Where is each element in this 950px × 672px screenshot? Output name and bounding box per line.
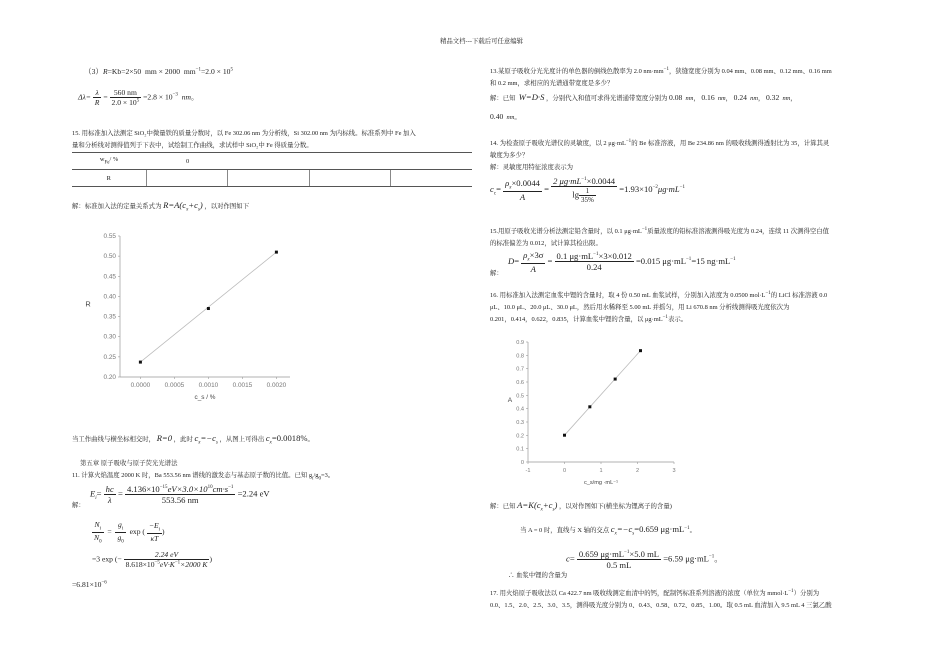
answer-14-intro: 解：灵敏度用特征浓度表示为 xyxy=(490,164,574,171)
y-tick-label: 0.4 xyxy=(516,406,524,413)
table-cell xyxy=(146,170,228,187)
y-tick-label: 0 xyxy=(520,460,524,466)
eq-boltzmann-value: =3 exp (− $\frac{2.24 eV}{8.618\times 10^{-5}eV\cdot K^{-1}\times 2000 K}$ ) xyxy=(92,550,212,569)
x-tick-label: 0.0010 xyxy=(198,382,219,389)
question-16-line1: 16. 用标准加入法测定血浆中锂的含量时，取 4 份 0.50 mL 血浆试样，分别加入浓度为 0.0500 $mol\cdot L^{-1}$的 LiCl 标准溶液 0.0 xyxy=(490,290,828,299)
x-axis-label: c_s / % xyxy=(194,394,216,401)
y-tick-label: 0.30 xyxy=(103,333,116,341)
y-tick-label: 0.6 xyxy=(516,380,524,386)
question-16-line3: 0.201，0.414，0.622，0.835，计算血浆中锂的含量，以 $\mu g\cdot mL^{-1}$表示。 xyxy=(490,314,688,323)
y-tick-label: 0.1 xyxy=(516,446,524,453)
table-row xyxy=(72,170,472,187)
data-point xyxy=(207,307,210,310)
table-cell xyxy=(228,170,310,187)
answer-13-last: 0.40 nm。 xyxy=(490,112,521,121)
intercept-line: 当 A = 0 时，直线与 X 轴的交点 $c_x=-c_s=0.659$ $\mu g\cdot mL^{-1}$。 xyxy=(520,524,696,537)
fit-line xyxy=(565,351,641,436)
data-point xyxy=(275,251,278,254)
chapter-5-title: 第五章 原子吸收与原子荧光光谱法 xyxy=(80,460,178,467)
data-point xyxy=(614,378,617,381)
x-tick-label: 0.0015 xyxy=(232,382,253,389)
data-point xyxy=(563,434,566,437)
data-point xyxy=(639,349,642,352)
eq-lithium: c= $\frac{0.659 \mu g\cdot mL^{-1}\times 5.0 mL}{0.5 mL}$ =6.59 $\mu g\cdot mL^{-1}$。 xyxy=(566,549,723,570)
question-14-line2: 敏度为多少？ xyxy=(490,152,529,159)
data-table xyxy=(72,152,472,187)
lithium-content-label: ∴ 血浆中锂的含量为 xyxy=(508,572,568,579)
eq-energy: $E_i=$ $\frac{hc}{\lambda}$ = $\frac{4.136\times 10^{-15}eV\times 3.0\times 10^{10}cm\cdot s^{-1}}{553.56 nm}$ =2.24 eV xyxy=(90,484,270,505)
x-tick-label: 0 xyxy=(562,468,567,474)
y-tick-label: 0.7 xyxy=(516,366,524,373)
y-tick-label: 0.45 xyxy=(103,273,116,281)
y-tick-label: 0.8 xyxy=(516,353,524,360)
x-tick-label: -1 xyxy=(525,468,531,474)
eq-resolving-power: （3）R=Kb=2×50 mm × 2000 $mm^{-1}=2.0 \times 10^5$ xyxy=(84,67,233,76)
table-cell xyxy=(391,170,472,187)
table-cell: R xyxy=(72,170,146,187)
jie-label: 解： xyxy=(72,502,85,509)
question-15r-line2: 的标准偏差为 0.012，试计算其检出限。 xyxy=(490,240,602,247)
question-11: 11. 计算火焰温度 2000 K 时，Ba 553.56 nm 谱线的激发态与基态原子数的比值。已知 $g_i/g_0=3$。 xyxy=(72,472,335,482)
question-13-line1: 13.某原子吸收分光光度计的单色器的倒线色散率为 2.0 $nm\cdot mm^{-1}$，狭缝宽度分别为 0.04 mm、0.08 mm、0.12 mm、0.16 mm xyxy=(490,66,832,75)
working-line: 当工作曲线与横坐标相交时， R=0 ，此时 $c_x=-c_s$ ，从图上可得出 $c_x=0.0018\%$。 xyxy=(72,433,314,446)
question-13-line2: 和 0.2 mm，求相应的光谱通带宽度是多少？ xyxy=(490,80,614,87)
answer-13: 解：已知 W=D·S ，分别代入和值可求得光谱通带宽度分别为 0.08 nm， 0.16 nm， 0.24 nm， 0.32 nm， xyxy=(490,92,797,102)
y-tick-label: 0.20 xyxy=(103,374,116,381)
question-17-line1: 17. 用火焰原子吸收法以 Ca 422.7 nm 吸收线测定血清中的钙，配制钙标准系列溶液的浓度（单位为 $mmol\cdot L^{-1}$）分别为 xyxy=(490,588,820,597)
table-row xyxy=(72,153,472,170)
y-tick-label: 0.9 xyxy=(516,340,524,346)
y-tick-label: 0.3 xyxy=(516,420,524,426)
x-tick-label: 2 xyxy=(635,468,640,474)
eq-result: $=6.81\times 10^{-6}$ xyxy=(72,580,107,589)
question-15r-line1: 15.用原子吸收光谱分析法测定铅含量时，以 0.1 $\mu g\cdot mL^{-1}$质量浓度的铅标准溶液测得吸光度为 0.24，连续 11 次测得空白值 xyxy=(490,226,830,235)
x-tick-label: 0.0005 xyxy=(164,382,185,389)
chart-r-vs-cs xyxy=(80,228,300,408)
data-point xyxy=(139,361,142,364)
x-axis-label: c_s/mg ·mL⁻¹ xyxy=(583,480,619,486)
eq-boltzmann: $\frac{N_i}{N_0}$ = $\frac{g_i}{g_0}$ exp ( $\frac{-E_i}{\kappa T}$ ) xyxy=(94,520,165,545)
y-tick-label: 0.55 xyxy=(103,233,116,240)
x-tick-label: 1 xyxy=(599,468,603,474)
answer-15: 解：标准加入法的定量关系式为 $R=A(c_x+c_s)$ ，以对作图如下 xyxy=(72,200,250,213)
question-16-line2: μL、10.0 μL、20.0 μL、30.0 μL，然后用水稀释至 5.00 mL 并摇匀，用 Li 670.8 nm 分析线测得吸光度依次为 xyxy=(490,304,790,311)
table-cell xyxy=(309,170,391,187)
data-point xyxy=(588,405,591,408)
y-tick-label: 0.50 xyxy=(103,253,116,261)
y-tick-label: 0.25 xyxy=(103,353,116,361)
x-tick-label: 0.0020 xyxy=(266,382,287,389)
question-15-line1: 15. 用标准加入法测定 SiO₂中微量铁的质量分数时，以 Fe 302.06 nm 为分析线，Si 302.00 nm 为内标线。标准系列中 Fe 加入 xyxy=(72,130,416,137)
y-axis-label: R xyxy=(85,299,91,309)
y-tick-label: 0.35 xyxy=(103,313,116,321)
eq-characteristic-conc: $c_c=$ $\frac{\rho_x\times 0.0044}{A}$ = 2 $\mu g\cdot mL^{-1}\times 0.0044$ lg $\frac{1}{35\%}$ $=1.93\times 10^{-2}\mu g\cdot mL^{-1}$ xyxy=(490,176,685,204)
page-header: 精品文档---下载后可任意编辑 xyxy=(440,38,524,45)
x-tick-label: 3 xyxy=(672,468,676,474)
y-tick-label: 0.2 xyxy=(516,433,524,440)
question-17-line2: 0.0、1.5、2.0、2.5、3.0、3.5，测得吸光度分别为 0、0.43、0.58、0.72、0.85、1.00。取 0.5 mL 血清加入 9.5 mL 4 三氯乙酸 xyxy=(490,602,832,609)
eq-detection-limit: D= $\frac{\rho_x\times 3\sigma}{A}$ = $\frac{0.1 \mu g\cdot mL^{-1}\times 3\times 0.012}{0.24}$ =0.015 $\mu g\cdot mL^{-1}=15$ $ng\cdot mL^{-1}$ xyxy=(508,250,736,274)
jie-label-2: 解： xyxy=(490,270,503,277)
y-tick-label: 0.40 xyxy=(103,293,116,301)
question-15-line2: 量和分析线对测得值列于下表中，试绘制工作曲线，求试样中 SiO₂中 Fe 得质量分数。 xyxy=(72,142,313,149)
table-header-cell: 0 xyxy=(146,153,472,170)
y-axis-label: A xyxy=(507,397,513,404)
question-14-line1: 14. 为检查原子吸收光谱仪的灵敏度，以 2 $\mu g\cdot mL^{-1}$的 Be 标准溶液，用 Be 234.86 nm 的吸收线测得透射比为 35，计算其灵 xyxy=(490,138,830,147)
x-tick-label: 0.0000 xyxy=(130,382,151,389)
answer-16: 解：已知 $A=K(c_x+c_s)$ ，以对作图如下(横坐标为锂离子的含量) xyxy=(490,500,672,513)
y-tick-label: 0.5 xyxy=(516,393,524,400)
chart-a-vs-cs xyxy=(500,334,690,492)
table-header-cell: $w_{Fe}/$ % xyxy=(72,153,146,170)
eq-delta-lambda: Δλ= $\frac{\lambda}{R}$ = $\frac{560 nm}{2.0 \times 10^5}$ $=2.8 \times 10^{-3}$ nm。 xyxy=(78,88,199,107)
